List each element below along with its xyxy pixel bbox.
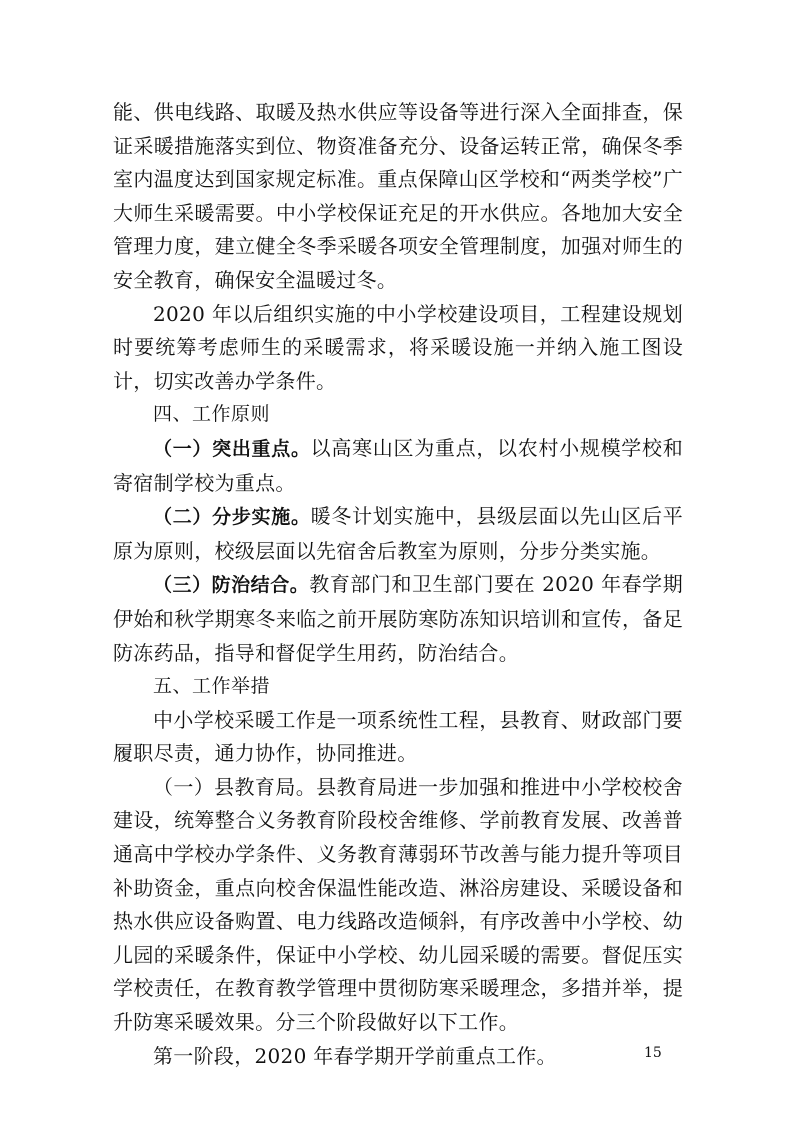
paragraph-education-bureau: （一）县教育局。县教育局进一步加强和推进中小学校校舍建设，统筹整合义务教育阶段校舍维修、学前教育发展、改善普通高中学校办学条件、义务教育薄弱环节改善与能力提升等项目补助资金，重点向校舍保温性能改造、淋浴房建设、采暖设备和热水供应设备购置、电力线路改造倾斜，有序改善中小学校、幼儿园的采暖条件，保证中小学校、幼儿园采暖的需要。督促压实学校责任，在教育教学管理中贯彻防寒采暖理念，多措并举，提升防寒采暖效果。分三个阶段做好以下工作。 bbox=[113, 774, 683, 1035]
principle-text: 教育部门和卫生部门要在 2020 年春学期伊始和秋学期寒冬来临之前开展防寒防冻知识培训和宣传，备足防冻药品，指导和督促学生用药，防治结合。 bbox=[113, 572, 683, 665]
paragraph-system-project: 中小学校采暖工作是一项系统性工程，县教育、财政部门要履职尽责，通力协作，协同推进。 bbox=[113, 707, 683, 766]
principle-text: 暖冬计划实施中，县级层面以先山区后平原为原则，校级层面以先宿舍后教室为原则，分步分类实施。 bbox=[113, 504, 683, 563]
principle-item-focus bbox=[113, 432, 683, 500]
section-heading-measures: 五、工作举措 bbox=[153, 675, 271, 698]
paragraph-construction-projects: 2020 年以后组织实施的中小学校建设项目，工程建设规划时要统筹考虑师生的采暖需求，将采暖设施一并纳入施工图设计，切实改善办学条件。 bbox=[113, 301, 683, 393]
principle-item-stepwise bbox=[113, 500, 683, 568]
paragraph-first-stage: 第一阶段，2020 年春学期开学前重点工作。 bbox=[153, 1043, 557, 1068]
paragraph-heating-inspection: 能、供电线路、取暖及热水供应等设备等进行深入全面排查，保证采暖措施落实到位、物资准备充分、设备运转正常，确保冬季室内温度达到国家规定标准。重点保障山区学校和“两类学校”广大师生采暖需要。中小学校保证充足的开水供应。各地加大安全管理力度，建立健全冬季采暖各项安全管理制度，加强对师生的安全教育，确保安全温暖过冬。 bbox=[113, 100, 683, 292]
page-number: 15 bbox=[644, 1045, 662, 1061]
principle-title: （一）突出重点。 bbox=[153, 437, 311, 460]
principle-title: （二）分步实施。 bbox=[153, 506, 311, 529]
document-body bbox=[113, 96, 683, 1073]
principle-title: （三）防治结合。 bbox=[153, 574, 310, 597]
principle-item-prevention bbox=[113, 568, 683, 670]
section-heading-principles: 四、工作原则 bbox=[153, 403, 271, 426]
principle-text: 以高寒山区为重点，以农村小规模学校和寄宿制学校为重点。 bbox=[113, 435, 683, 495]
